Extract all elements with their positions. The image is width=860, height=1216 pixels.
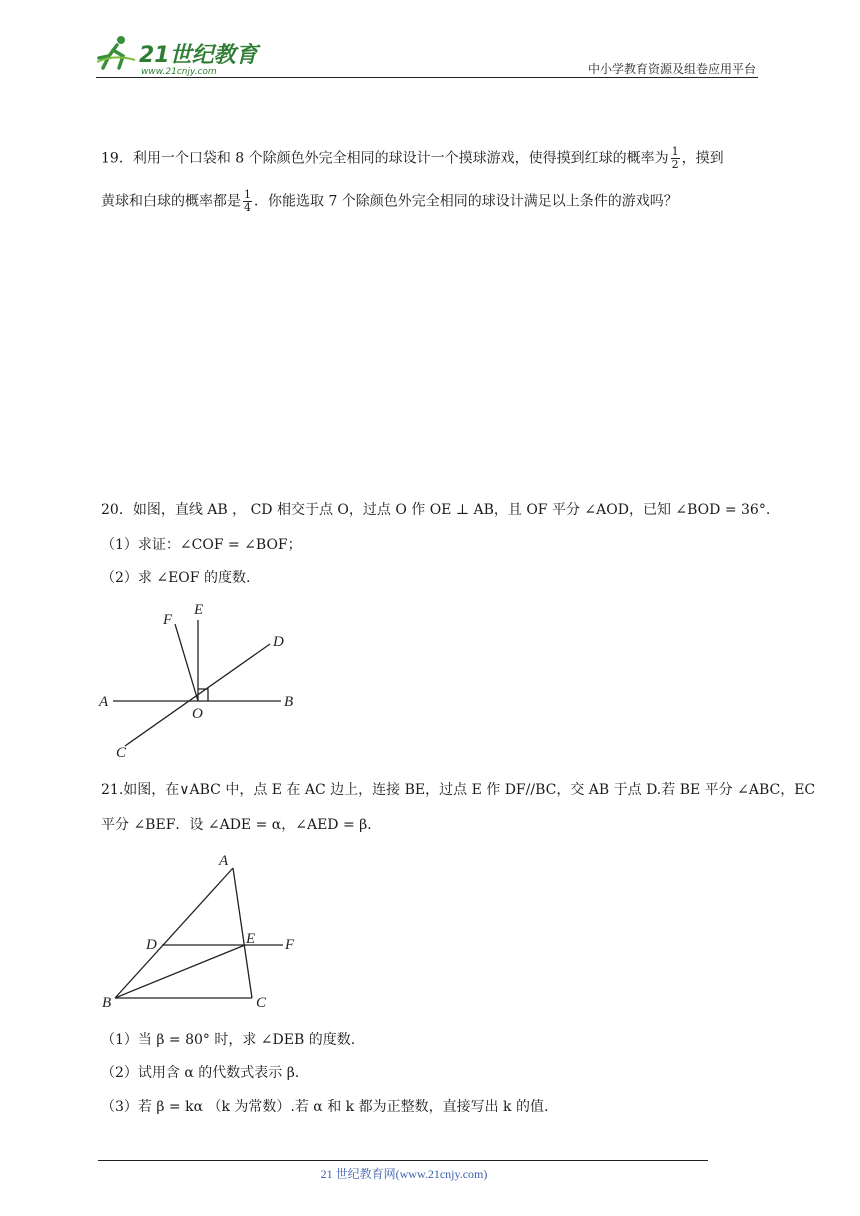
label-B: B (102, 995, 112, 1011)
logo-url: www.21cnjy.com (141, 67, 217, 76)
q19-text-c: 黄球和白球的概率都是 (101, 193, 241, 210)
q19-fraction-2: $\frac{1}{4}$ (244, 188, 251, 214)
q19-text-a: 19．利用一个口袋和 8 个除颜色外完全相同的球设计一个摸球游戏，使得摸到红球的概率为 (101, 150, 669, 167)
q20-figure (95, 598, 305, 763)
label-E: E (246, 931, 256, 947)
q19-text-d: ．你能选取 7 个除颜色外完全相同的球设计满足以上条件的游戏吗？ (254, 193, 678, 210)
ray-OF (175, 624, 198, 701)
segment-BE (115, 945, 245, 998)
footer-link[interactable]: 21 世纪教育网(www.21cnjy.com) (320, 1167, 488, 1181)
header-platform-text: 中小学教育资源及组卷应用平台 (587, 62, 756, 76)
q19-fraction-1: $\frac{1}{2}$ (671, 145, 679, 171)
label-F: F (285, 937, 295, 953)
q19-line2 (101, 189, 678, 214)
q20-stem: 20．如图，直线 AB ， CD 相交于点 O，过点 O 作 OE ⊥ AB，且 OF 平分 ∠AOD，已知 ∠BOD = 36°. (101, 502, 771, 518)
label-B: B (284, 694, 294, 710)
logo-text: 21世纪教育 (139, 43, 258, 68)
q21-part1: （1）当 β = 80° 时，求 ∠DEB 的度数. (101, 1032, 356, 1048)
q20-part1: （1）求证：∠COF = ∠BOF； (101, 537, 302, 553)
label-O: O (192, 706, 203, 722)
q21-figure (95, 848, 315, 1013)
label-C: C (256, 995, 267, 1011)
label-C: C (116, 745, 127, 761)
header-divider (96, 77, 758, 78)
label-D: D (273, 634, 284, 650)
side-AB (115, 868, 233, 998)
q21-part3: （3）若 β = kα （k 为常数）.若 α 和 k 都为正整数，直接写出 k 的值. (101, 1099, 549, 1115)
label-F: F (163, 612, 173, 628)
runner-icon (97, 36, 135, 68)
q19-text-b: ，摸到 (681, 150, 724, 167)
q21-stem-1: 21.如图，在∨ABC 中，点 E 在 AC 边上，连接 BE，过点 E 作 DF//BC，交 AB 于点 D.若 BE 平分 ∠ABC，EC (101, 782, 816, 798)
label-D: D (146, 937, 157, 953)
label-A: A (99, 694, 109, 710)
label-E: E (194, 602, 204, 618)
q20-part2: （2）求 ∠EOF 的度数. (101, 570, 251, 586)
footer-divider (98, 1160, 708, 1161)
q19-line1 (101, 146, 724, 171)
q21-stem-2: 平分 ∠BEF．设 ∠ADE = α，∠AED = β． (101, 817, 382, 833)
q21-part2: （2）试用含 α 的代数式表示 β. (101, 1065, 300, 1081)
site-logo (95, 34, 265, 76)
label-A: A (219, 853, 229, 869)
